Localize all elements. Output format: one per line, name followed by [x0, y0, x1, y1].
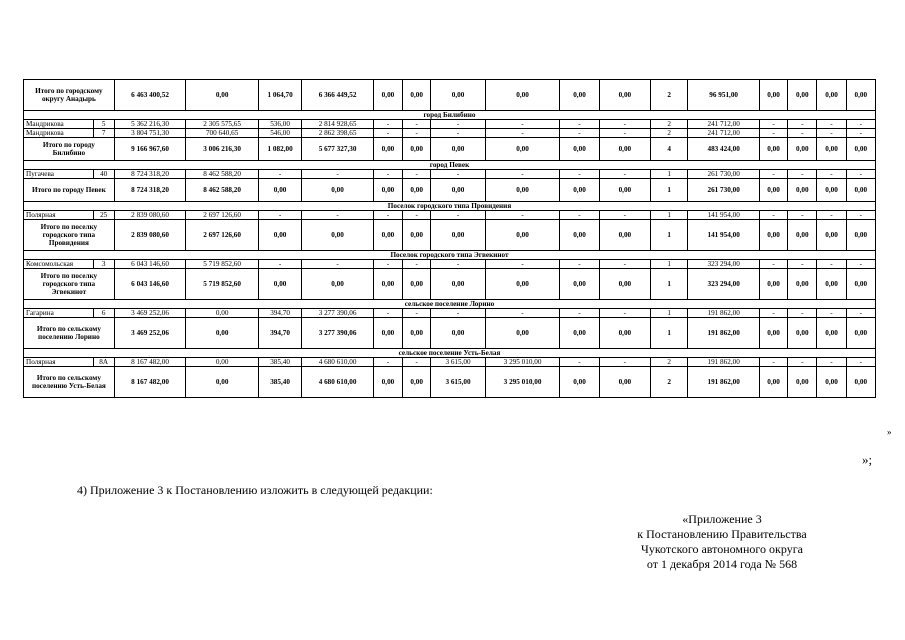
table-cell: 0,00 — [560, 220, 599, 251]
table-cell: 0,00 — [599, 367, 650, 398]
table-cell: 0,00 — [258, 220, 301, 251]
table-cell: - — [302, 260, 374, 269]
table-cell: - — [846, 358, 875, 367]
table-cell: 0,00 — [302, 269, 374, 300]
table-cell: 0,00 — [759, 138, 787, 161]
amendment-paragraph: 4) Приложение 3 к Постановлению изложить в следующей редакции: — [77, 483, 433, 497]
table-cell: - — [431, 120, 485, 129]
table-cell: - — [258, 260, 301, 269]
table-cell: - — [560, 309, 599, 318]
table-cell: - — [817, 129, 846, 138]
table-cell: - — [759, 170, 787, 179]
table-row — [24, 170, 876, 179]
table-cell: 0,00 — [485, 80, 560, 111]
table-cell: 241 712,00 — [688, 120, 760, 129]
table-cell: - — [302, 211, 374, 220]
table-cell: 0,00 — [560, 269, 599, 300]
table-cell: - — [431, 170, 485, 179]
table-cell: 0,00 — [759, 220, 787, 251]
table-cell: - — [817, 358, 846, 367]
table-cell: - — [599, 358, 650, 367]
table-cell: 2 305 575,65 — [186, 120, 259, 129]
table-cell: - — [846, 120, 875, 129]
table-cell: 0,00 — [373, 367, 402, 398]
total-label: Итого по городу Билибино — [24, 138, 115, 161]
table-cell: - — [788, 260, 817, 269]
table-cell: 0,00 — [846, 179, 875, 202]
table-cell: 0,00 — [599, 269, 650, 300]
table-cell: 5 719 852,60 — [186, 260, 259, 269]
table-cell: 0,00 — [485, 220, 560, 251]
table-cell: - — [373, 358, 402, 367]
table-cell: 0,00 — [846, 318, 875, 349]
table-cell: - — [485, 260, 560, 269]
table-cell: 8 724 318,20 — [114, 170, 186, 179]
table-cell: 0,00 — [817, 367, 846, 398]
table-row — [24, 211, 876, 220]
table-cell: 0,00 — [431, 220, 485, 251]
table-cell: 1 — [651, 211, 688, 220]
table-cell: 0,00 — [431, 80, 485, 111]
table-cell: - — [403, 260, 431, 269]
table-cell: 0,00 — [403, 367, 431, 398]
street-cell: Полярная — [24, 358, 94, 367]
table-cell: 0,00 — [258, 179, 301, 202]
section-header-row — [24, 111, 876, 120]
table-cell: 8 462 588,20 — [186, 170, 259, 179]
table-cell: 0,00 — [373, 138, 402, 161]
appendix-line-2: к Постановлению Правительства — [637, 527, 807, 541]
table-cell: - — [817, 260, 846, 269]
total-row — [24, 80, 876, 111]
table-cell: 3 295 010,00 — [485, 358, 560, 367]
total-label: Итого по поселку городского типа Эгвекинот — [24, 269, 115, 300]
table-cell: - — [817, 170, 846, 179]
table-row — [24, 260, 876, 269]
house-number-cell: 25 — [93, 211, 114, 220]
table-cell: 1 — [651, 170, 688, 179]
total-row — [24, 318, 876, 349]
table-cell: 2 697 126,60 — [186, 220, 259, 251]
table-row — [24, 129, 876, 138]
total-label: Итого по городскому округу Анадырь — [24, 80, 115, 111]
table-cell: 0,00 — [817, 220, 846, 251]
table-cell: 1 — [651, 220, 688, 251]
table-cell: - — [788, 309, 817, 318]
table-cell: 0,00 — [403, 269, 431, 300]
table-cell: 0,00 — [759, 318, 787, 349]
table-cell: 1 — [651, 318, 688, 349]
table-cell: 536,00 — [258, 120, 301, 129]
table-cell: 3 804 751,30 — [114, 129, 186, 138]
section-header-row — [24, 202, 876, 211]
table-cell: - — [759, 260, 787, 269]
appendix-line-1: «Приложение 3 — [682, 512, 762, 526]
table-cell: 385,40 — [258, 358, 301, 367]
house-number-cell: 3 — [93, 260, 114, 269]
street-cell: Комсомольская — [24, 260, 94, 269]
table-cell: - — [560, 358, 599, 367]
table-cell: - — [373, 260, 402, 269]
table-cell: - — [560, 170, 599, 179]
table-cell: 0,00 — [560, 318, 599, 349]
table-cell: 6 043 146,60 — [114, 260, 186, 269]
table-cell: 0,00 — [759, 179, 787, 202]
table-cell: 0,00 — [485, 269, 560, 300]
table-cell: - — [403, 309, 431, 318]
table-cell: - — [373, 309, 402, 318]
table-cell: - — [599, 309, 650, 318]
table-cell: - — [759, 358, 787, 367]
table-cell: 8 462 588,20 — [186, 179, 259, 202]
table-cell: 191 862,00 — [688, 309, 760, 318]
table-cell: - — [599, 260, 650, 269]
table-cell: 3 295 010,00 — [485, 367, 560, 398]
table-cell: 0,00 — [788, 138, 817, 161]
table-cell: - — [373, 170, 402, 179]
table-cell: 2 814 928,65 — [302, 120, 374, 129]
table-cell: 0,00 — [846, 138, 875, 161]
table-cell: 0,00 — [485, 179, 560, 202]
section-header-row — [24, 251, 876, 260]
section-header-row — [24, 161, 876, 170]
table-cell: 0,00 — [560, 179, 599, 202]
table-cell: 546,00 — [258, 129, 301, 138]
table-cell: 1 082,00 — [258, 138, 301, 161]
table-cell: 0,00 — [788, 269, 817, 300]
table-cell: 0,00 — [403, 138, 431, 161]
table-cell: 0,00 — [759, 367, 787, 398]
table-cell: 0,00 — [373, 179, 402, 202]
table-cell: 3 469 252,06 — [114, 309, 186, 318]
table-cell: 2 — [651, 80, 688, 111]
table-cell: 0,00 — [186, 367, 259, 398]
house-number-cell: 7 — [93, 129, 114, 138]
table-cell: 261 730,00 — [688, 170, 760, 179]
house-number-cell: 40 — [93, 170, 114, 179]
table-cell: 0,00 — [599, 138, 650, 161]
table-cell: 261 730,00 — [688, 179, 760, 202]
table-cell: 8 167 482,00 — [114, 358, 186, 367]
table-cell: 0,00 — [403, 318, 431, 349]
table-cell: 4 — [651, 138, 688, 161]
table-cell: 0,00 — [599, 318, 650, 349]
table-cell: - — [788, 170, 817, 179]
total-row — [24, 138, 876, 161]
table-body — [24, 80, 876, 398]
table-cell: - — [599, 129, 650, 138]
table-cell: 4 680 610,00 — [302, 367, 374, 398]
section-title: Поселок городского типа Эгвекинот — [24, 251, 876, 260]
table-cell: 2 — [651, 120, 688, 129]
table-cell: - — [560, 129, 599, 138]
table-cell: 0,00 — [817, 138, 846, 161]
table-cell: - — [431, 309, 485, 318]
table-cell: 3 277 390,06 — [302, 309, 374, 318]
house-number-cell: 5 — [93, 120, 114, 129]
table-cell: 2 839 080,60 — [114, 220, 186, 251]
table-cell: - — [485, 170, 560, 179]
table-cell: 0,00 — [186, 309, 259, 318]
table-cell: 0,00 — [817, 179, 846, 202]
table-cell: - — [403, 358, 431, 367]
table-cell: - — [485, 120, 560, 129]
house-number-cell: 8А — [93, 358, 114, 367]
table-cell: 2 697 126,60 — [186, 211, 259, 220]
table-cell: 0,00 — [560, 138, 599, 161]
table-cell: - — [599, 120, 650, 129]
table-cell: 2 839 080,60 — [114, 211, 186, 220]
table-cell: 394,70 — [258, 318, 301, 349]
table-cell: 0,00 — [373, 269, 402, 300]
table-cell: 323 294,00 — [688, 269, 760, 300]
table-cell: 0,00 — [817, 80, 846, 111]
table-cell: 700 640,65 — [186, 129, 259, 138]
street-cell: Пугачева — [24, 170, 94, 179]
table-cell: 2 — [651, 358, 688, 367]
table-cell: - — [258, 211, 301, 220]
table-cell: - — [817, 120, 846, 129]
table-cell: 0,00 — [431, 179, 485, 202]
table-cell: 0,00 — [788, 80, 817, 111]
budget-table — [23, 79, 876, 398]
table-cell: 0,00 — [373, 318, 402, 349]
table-cell: 1 064,70 — [258, 80, 301, 111]
appendix-line-3: Чукотского автономного округа — [641, 542, 803, 556]
table-cell: 96 951,00 — [688, 80, 760, 111]
end-quote-mark: »; — [862, 452, 873, 467]
table-cell: 0,00 — [599, 179, 650, 202]
total-label: Итого по сельскому поселению Лорино — [24, 318, 115, 349]
table-cell: - — [485, 129, 560, 138]
table-cell: 0,00 — [846, 80, 875, 111]
total-row — [24, 179, 876, 202]
table-cell: 0,00 — [846, 269, 875, 300]
table-cell: 0,00 — [759, 80, 787, 111]
total-row — [24, 220, 876, 251]
street-cell: Гагарина — [24, 309, 94, 318]
table-cell: 483 424,00 — [688, 138, 760, 161]
table-cell: - — [373, 211, 402, 220]
table-cell: 385,40 — [258, 367, 301, 398]
table-cell: 0,00 — [485, 318, 560, 349]
table-cell: - — [373, 120, 402, 129]
table-cell: 0,00 — [846, 367, 875, 398]
street-cell: Полярная — [24, 211, 94, 220]
table-cell: 0,00 — [431, 318, 485, 349]
table-row — [24, 120, 876, 129]
table-cell: 0,00 — [788, 367, 817, 398]
table-cell: 0,00 — [186, 358, 259, 367]
closing-quote-mark: » — [887, 427, 892, 437]
table-cell: - — [599, 170, 650, 179]
table-cell: 0,00 — [431, 138, 485, 161]
table-cell: 0,00 — [788, 179, 817, 202]
table-cell: - — [560, 120, 599, 129]
table-cell: - — [431, 260, 485, 269]
table-cell: 8 724 318,20 — [114, 179, 186, 202]
table-cell: - — [846, 170, 875, 179]
table-cell: 6 463 400,52 — [114, 80, 186, 111]
table-cell: - — [258, 170, 301, 179]
table-cell: 3 277 390,06 — [302, 318, 374, 349]
table-cell: - — [788, 358, 817, 367]
table-cell: 0,00 — [485, 138, 560, 161]
table-cell: 191 862,00 — [688, 318, 760, 349]
table-cell: 0,00 — [759, 269, 787, 300]
table-cell: - — [373, 129, 402, 138]
table-cell: 191 862,00 — [688, 358, 760, 367]
table-cell: 6 043 146,60 — [114, 269, 186, 300]
table-cell: - — [759, 129, 787, 138]
table-cell: 0,00 — [817, 269, 846, 300]
table-cell: 0,00 — [431, 269, 485, 300]
table-cell: 141 954,00 — [688, 220, 760, 251]
table-cell: 0,00 — [788, 220, 817, 251]
table-cell: 191 862,00 — [688, 367, 760, 398]
table-cell: 1 — [651, 179, 688, 202]
section-title: сельское поселение Усть-Белая — [24, 349, 876, 358]
section-header-row — [24, 349, 876, 358]
table-cell: - — [302, 170, 374, 179]
table-cell: 323 294,00 — [688, 260, 760, 269]
table-cell: 5 677 327,30 — [302, 138, 374, 161]
table-cell: - — [403, 120, 431, 129]
table-row — [24, 309, 876, 318]
table-cell: - — [788, 129, 817, 138]
table-cell: - — [788, 211, 817, 220]
table-cell: - — [846, 129, 875, 138]
table-cell: 0,00 — [403, 179, 431, 202]
table-cell: 0,00 — [846, 220, 875, 251]
table-cell: 0,00 — [302, 179, 374, 202]
table-cell: - — [403, 211, 431, 220]
table-cell: 0,00 — [560, 367, 599, 398]
table-cell: - — [599, 211, 650, 220]
table-cell: - — [560, 260, 599, 269]
table-cell: 6 366 449,52 — [302, 80, 374, 111]
section-title: сельское поселение Лорино — [24, 300, 876, 309]
total-label: Итого по сельскому поселению Усть-Белая — [24, 367, 115, 398]
section-title: город Билибино — [24, 111, 876, 120]
table-cell: 0,00 — [258, 269, 301, 300]
table-cell: 3 615,00 — [431, 358, 485, 367]
table-cell: 394,70 — [258, 309, 301, 318]
table-cell: 0,00 — [599, 220, 650, 251]
appendix-header — [600, 512, 844, 572]
table-cell: 1 — [651, 269, 688, 300]
table-cell: 2 862 398,65 — [302, 129, 374, 138]
table-cell: 0,00 — [403, 220, 431, 251]
table-cell: 5 362 216,30 — [114, 120, 186, 129]
table-cell: 0,00 — [373, 80, 402, 111]
table-cell: 3 615,00 — [431, 367, 485, 398]
table-cell: 2 — [651, 129, 688, 138]
section-title: город Певек — [24, 161, 876, 170]
table-cell: - — [560, 211, 599, 220]
table-cell: 8 167 482,00 — [114, 367, 186, 398]
table-cell: 4 680 610,00 — [302, 358, 374, 367]
table-cell: 0,00 — [560, 80, 599, 111]
table-cell: 3 006 216,30 — [186, 138, 259, 161]
table-cell: 5 719 852,60 — [186, 269, 259, 300]
table-cell: 0,00 — [186, 318, 259, 349]
total-row — [24, 367, 876, 398]
table-cell: - — [817, 211, 846, 220]
table-cell: - — [403, 170, 431, 179]
table-cell: 0,00 — [403, 80, 431, 111]
table-cell: 0,00 — [817, 318, 846, 349]
total-label: Итого по городу Певек — [24, 179, 115, 202]
table-cell: - — [846, 211, 875, 220]
section-header-row — [24, 300, 876, 309]
table-cell: 2 — [651, 367, 688, 398]
table-cell: - — [759, 309, 787, 318]
total-label: Итого по поселку городского типа Провидения — [24, 220, 115, 251]
table-cell: 141 954,00 — [688, 211, 760, 220]
table-cell: - — [846, 309, 875, 318]
table-cell: - — [403, 129, 431, 138]
table-cell: 241 712,00 — [688, 129, 760, 138]
table-cell: - — [431, 211, 485, 220]
table-cell: - — [788, 120, 817, 129]
total-row — [24, 269, 876, 300]
table-cell: 0,00 — [302, 220, 374, 251]
table-cell: 3 469 252,06 — [114, 318, 186, 349]
table-cell: - — [431, 129, 485, 138]
table-cell: 1 — [651, 260, 688, 269]
street-cell: Мандрикова — [24, 120, 94, 129]
table-cell: - — [759, 211, 787, 220]
table-cell: 9 166 967,60 — [114, 138, 186, 161]
table-cell: 0,00 — [373, 220, 402, 251]
table-row — [24, 358, 876, 367]
table-cell: - — [846, 260, 875, 269]
table-cell: 1 — [651, 309, 688, 318]
table-cell: - — [485, 211, 560, 220]
appendix-line-4: от 1 декабря 2014 года № 568 — [646, 557, 798, 571]
table-cell: 0,00 — [599, 80, 650, 111]
table-cell: 0,00 — [788, 318, 817, 349]
table-cell: - — [485, 309, 560, 318]
table-cell: - — [817, 309, 846, 318]
table-cell: 0,00 — [186, 80, 259, 111]
house-number-cell: 6 — [93, 309, 114, 318]
table-cell: - — [759, 120, 787, 129]
section-title: Поселок городского типа Провидения — [24, 202, 876, 211]
street-cell: Мандрикова — [24, 129, 94, 138]
